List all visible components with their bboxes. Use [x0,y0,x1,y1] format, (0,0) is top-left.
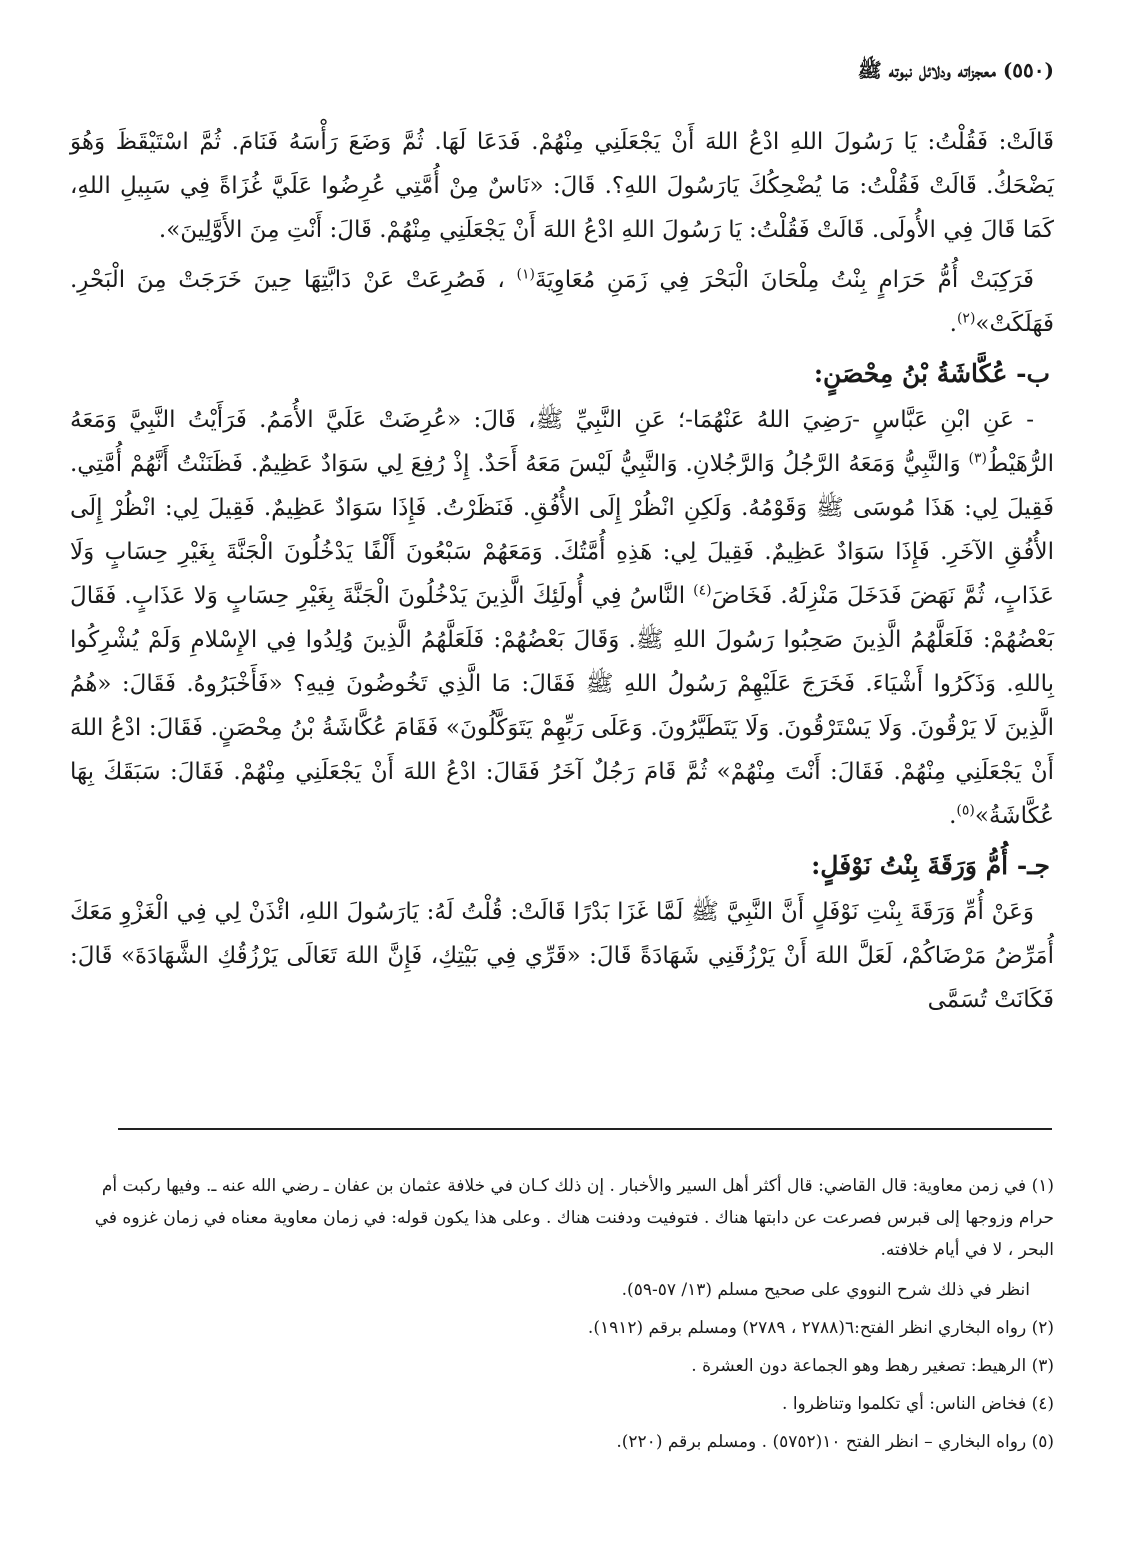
text-run: . [949,803,957,829]
text-run: ، فَصُرِعَتْ عَنْ دَابَّتِهَا حِينَ خَرَجَتْ مِنَ الْبَحْرِ. فَهَلَكَتْ» [70,267,1054,337]
running-head: (٥٥٠) معجزاته ودلائل نبوته ﷺ [857,58,1054,82]
footnote-ref-3[interactable]: (٣) [968,450,987,467]
main-text [70,120,1054,1022]
text-run: . [949,311,957,337]
text-run: - عَنِ ابْنِ عَبَّاسٍ -رَضِيَ اللهُ عَنْهُمَا-؛ عَنِ النَّبِيِّ ﷺ، قَالَ: «عُرِضَتْ عَلَيَّ الأُمَمُ. فَرَأَيْتُ النَّبِيَّ وَمَعَهُ الرُّهَيْطُ [70,407,1054,477]
text-run: فَرَكِبَتْ أُمُّ حَرَامٍ بِنْتُ مِلْحَانَ الْبَحْرَ فِي زَمَنِ مُعَاوِيَةَ [534,267,1034,293]
footnote-4: (٤) فخاض الناس: أي تكلموا وتناظروا . [782,1394,1054,1414]
footnote-1: (١) في زمن معاوية: قال القاضي: قال أكثر أهل السير والأخبار . إن ذلك كـان في خلافة عثمان بن عفان ـ رضي الله عنه ـ. وفيها ركبت أم حرام وزوجها إلى قبرس فصرعت عن دابتها هناك . فتوفيت ودفنت هناك . وعلى هذا يكون قوله: في زمان معاوية معناه في زمان غزوه في البحر ، لا في أيام خلافته. [94,1176,1054,1260]
footnote-ref-4[interactable]: (٤) [693,582,712,599]
footnote-5: (٥) رواه البخاري – انظر الفتح ١٠(٥٧٥٢) . ومسلم برقم (٢٢٠). [616,1432,1054,1452]
footnote-2: (٢) رواه البخاري انظر الفتح:٦(٢٧٨٨ ، ٢٧٨٩) ومسلم برقم (١٩١٢). [587,1318,1054,1338]
paragraph-hadith-umm-haram: قَالَتْ: فَقُلْتُ: يَا رَسُولَ اللهِ ادْعُ اللهَ أَنْ يَجْعَلَنِي مِنْهُمْ. فَدَعَا لَهَا. ثُمَّ وَضَعَ رَأْسَهُ فَنَامَ. ثُمَّ اسْتَيْقَظَ وَهُوَ يَضْحَكُ. قَالَتْ فَقُلْتُ: مَا يُضْحِكُكَ يَارَسُولَ اللهِ؟. قَالَ: «نَاسٌ مِنْ أُمَّتِي عُرِضُوا عَلَيَّ غُزَاةً فِي سَبِيلِ اللهِ، كَمَا قَالَ فِي الأُولَى. قَالَتْ فَقُلْتُ: يَا رَسُولَ اللهِ ادْعُ اللهَ أَنْ يَجْعَلَنِي مِنْهُمْ. قَالَ: أَنْتِ مِنَ الأَوَّلِينَ». [70,129,1054,243]
text-run: وَالنَّبِيُّ وَمَعَهُ الرَّجُلُ وَالرَّجُلانِ. وَالنَّبِيُّ لَيْسَ مَعَهُ أَحَدٌ. إِذْ رُفِعَ لِي سَوَادٌ عَظِيمٌ. فَظَنَنْتُ أَنَّهُمْ أُمَّتِي. فَقِيلَ لِي: هَذَا مُوسَى ﷺ وَقَوْمُهُ. وَلَكِنِ انْظُرْ إِلَى الأُفُقِ. فَنَظَرْتُ. فَإِذَا سَوَادٌ عَظِيمٌ. فَقِيلَ لِي: انْظُرْ إِلَى الأُفُقِ الآخَرِ. فَإِذَا سَوَادٌ عَظِيمٌ. فَقِيلَ لِي: هَذِهِ أُمَّتُكَ. وَمَعَهُمْ سَبْعُونَ أَلْفًا يَدْخُلُونَ الْجَنَّةَ بِغَيْرِ حِسَابٍ وَلَا عَذَابٍ، ثُمَّ نَهَضَ فَدَخَلَ مَنْزِلَهُ. فَخَاضَ [70,451,1054,609]
footnote-separator [118,1128,1052,1130]
footnote-ref-2[interactable]: (٢) [956,310,976,327]
paragraph-hadith-ukkasha [70,398,1054,838]
footnotes [70,1170,1054,1458]
footnote-ref-1[interactable]: (١) [516,266,535,283]
footnote-1-reference: انظر في ذلك شرح النووي على صحيح مسلم (١٣/ ٥٧-٥٩). [621,1280,1030,1300]
text-run: النَّاسُ فِي أُولَئِكَ الَّذِينَ يَدْخُلُونَ الْجَنَّةَ بِغَيْرِ حِسَابٍ وَلا عَذَابٍ. فَقَالَ بَعْضُهُمْ: فَلَعَلَّهُمُ الَّذِينَ صَحِبُوا رَسُولَ اللهِ ﷺ. وَقَالَ بَعْضُهُمْ: فَلَعَلَّهُمُ الَّذِينَ وُلِدُوا فِي الإِسْلامِ وَلَمْ يُشْرِكُوا بِاللهِ. وَذَكَرُوا أَشْيَاءَ. فَخَرَجَ عَلَيْهِمْ رَسُولُ اللهِ ﷺ فَقَالَ: مَا الَّذِي تَخُوضُونَ فِيهِ؟ «فَأَخْبَرُوهُ. فَقَالَ: «هُمُ الَّذِينَ لَا يَرْقُونَ. وَلَا يَسْتَرْقُونَ. وَلَا يَتَطَيَّرُونَ. وَعَلَى رَبِّهِمْ يَتَوَكَّلُونَ» فَقَامَ عُكَّاشَةُ بْنُ مِحْصَنٍ. فَقَالَ: ادْعُ اللهَ أَنْ يَجْعَلَنِي مِنْهُمْ. فَقَالَ: أَنْتَ مِنْهُمْ» ثُمَّ قَامَ رَجُلٌ آخَرُ فَقَالَ: ادْعُ اللهَ أَنْ يَجْعَلَنِي مِنْهُمْ. فَقَالَ: سَبَقَكَ بِهَا عُكَّاشَةُ» [70,583,1054,829]
footnote-3: (٣) الرهيط: تصغير رهط وهو الجماعة دون العشرة . [691,1356,1054,1376]
section-heading-umm-waraqa: جـ- أُمُّ وَرَقَةَ بِنْتُ نَوْفَلٍ: [811,851,1050,880]
paragraph-umm-haram-sea [70,258,1054,346]
section-heading-ukkasha: ب- عُكَّاشَةُ بْنُ مِحْصَنٍ: [813,359,1050,388]
paragraph-hadith-umm-waraqa: وَعَنْ أُمِّ وَرَقَةَ بِنْتِ نَوْفَلٍ أَنَّ النَّبِيَّ ﷺ لَمَّا غَزَا بَدْرًا قَالَتْ: قُلْتُ لَهُ: يَارَسُولَ اللهِ، ائْذَنْ لِي فِي الْغَزْوِ مَعَكَ أُمَرِّضُ مَرْضَاكُمْ، لَعَلَّ اللهَ أَنْ يَرْزُقَنِي شَهَادَةً قَالَ: «قَرِّي فِي بَيْتِكِ، فَإِنَّ اللهَ تَعَالَى يَرْزُقُكِ الشَّهَادَةَ» قَالَ: فَكَانَتْ تُسَمَّى [70,899,1054,1013]
footnote-ref-5[interactable]: (٥) [956,802,975,819]
